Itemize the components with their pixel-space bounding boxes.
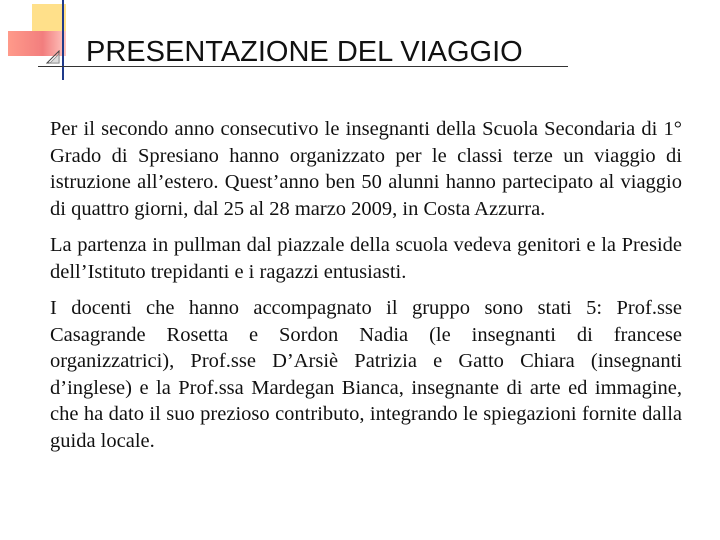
decorative-vertical-line <box>62 0 64 80</box>
paragraph-departure: La partenza in pullman dal piazzale della scuola vedeva genitori e la Preside dell’Istituto trepidanti e i ragazzi entusiasti. <box>50 234 682 283</box>
outlined-arrow-bullet-icon <box>46 50 60 64</box>
slide-body <box>50 116 682 464</box>
slide-title: PRESENTAZIONE DEL VIAGGIO <box>86 36 523 68</box>
paragraph-trip-intro: Per il secondo anno consecutivo le insegnanti della Scuola Secondaria di 1° Grado di Spresiano hanno organizzato per le classi terze un viaggio di istruzione all’estero. Quest’anno ben 50 alunni hanno partecipato al viaggio di quattro giorni, dal 25 al 28 marzo 2009, in Costa Azzurra. <box>50 118 682 220</box>
paragraph-teachers: I docenti che hanno accompagnato il gruppo sono stati 5: Prof.sse Casagrande Rosetta e Sordon Nadia (le insegnanti di francese organizzatrici), Prof.sse D’Arsiè Patrizia e Gatto Chiara (insegnanti d’inglese) e la Prof.ssa Mardegan Bianca, insegnante di arte ed immagine, che ha dato il suo prezioso contributo, integrando le spiegazioni fornite dalla guida locale. <box>50 297 682 452</box>
decorative-yellow-square <box>32 4 66 32</box>
